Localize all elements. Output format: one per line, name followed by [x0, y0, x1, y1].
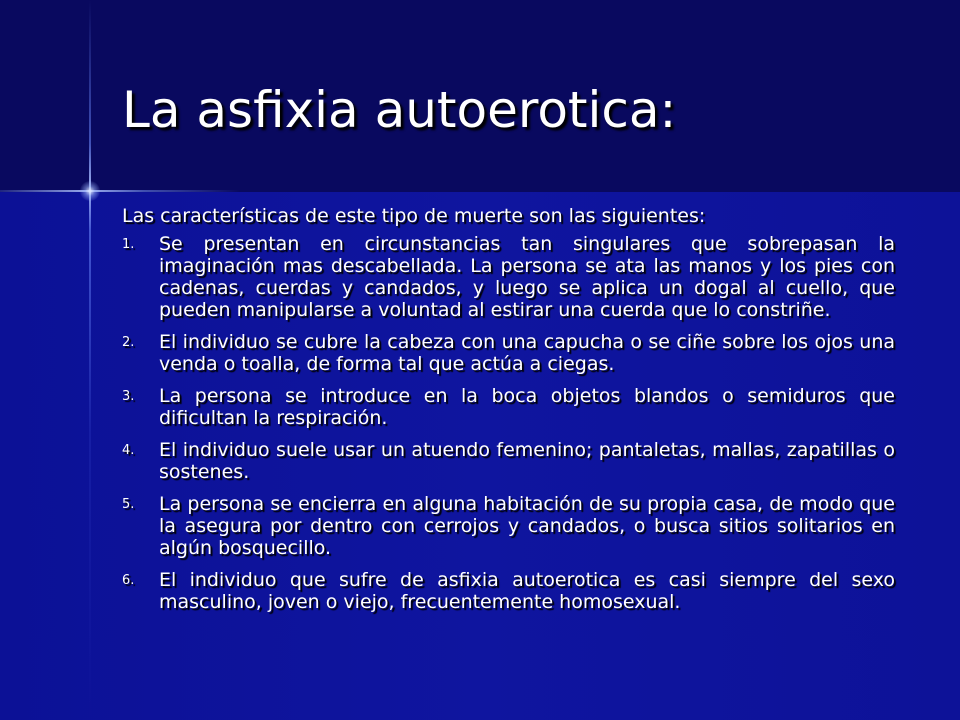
- star-flare-icon: [80, 181, 100, 201]
- list-item: [122, 331, 895, 375]
- list-item: [122, 385, 895, 429]
- list-item-number: 2.: [122, 335, 135, 350]
- slide-title: La asfixia autoerotica:: [122, 81, 677, 139]
- list-item-number: 3.: [122, 389, 135, 404]
- list-item-text: El individuo se cubre la cabeza con una capucha o se ciñe sobre los ojos una venda o toalla, de forma tal que actúa a ciegas.: [159, 331, 895, 375]
- list-item: [122, 493, 895, 559]
- list-item-number: 5.: [122, 497, 135, 512]
- list-item-text: La persona se introduce en la boca objetos blandos o semiduros que dificultan la respiración.: [159, 385, 895, 429]
- list-item: [122, 439, 895, 483]
- list-item: [122, 569, 895, 613]
- list-item: [122, 233, 895, 321]
- list-item-text: La persona se encierra en alguna habitación de su propia casa, de modo que la asegura por dentro con cerrojos y candados, o busca sitios solitarios en algún bosquecillo.: [159, 493, 895, 559]
- star-flare-vertical-line: [89, 0, 91, 720]
- characteristics-list: [122, 233, 895, 613]
- list-item-text: El individuo suele usar un atuendo femenino; pantaletas, mallas, zapatillas o sostenes.: [159, 439, 895, 483]
- intro-text: Las características de este tipo de muerte son las siguientes:: [122, 205, 706, 227]
- star-flare-horizontal-line: [0, 190, 240, 192]
- list-item-number: 4.: [122, 443, 135, 458]
- slide-content: [122, 205, 895, 623]
- list-item-number: 6.: [122, 573, 135, 588]
- list-item-number: 1.: [122, 237, 135, 252]
- list-item-text: El individuo que sufre de asfixia autoerotica es casi siempre del sexo masculino, joven o viejo, frecuentemente homosexual.: [159, 569, 895, 613]
- list-item-text: Se presentan en circunstancias tan singulares que sobrepasan la imaginación mas descabellada. La persona se ata las manos y los pies con cadenas, cuerdas y candados, y luego se aplica un dogal al cuello, que pueden manipularse a voluntad al estirar una cuerda que lo constriñe.: [159, 233, 895, 321]
